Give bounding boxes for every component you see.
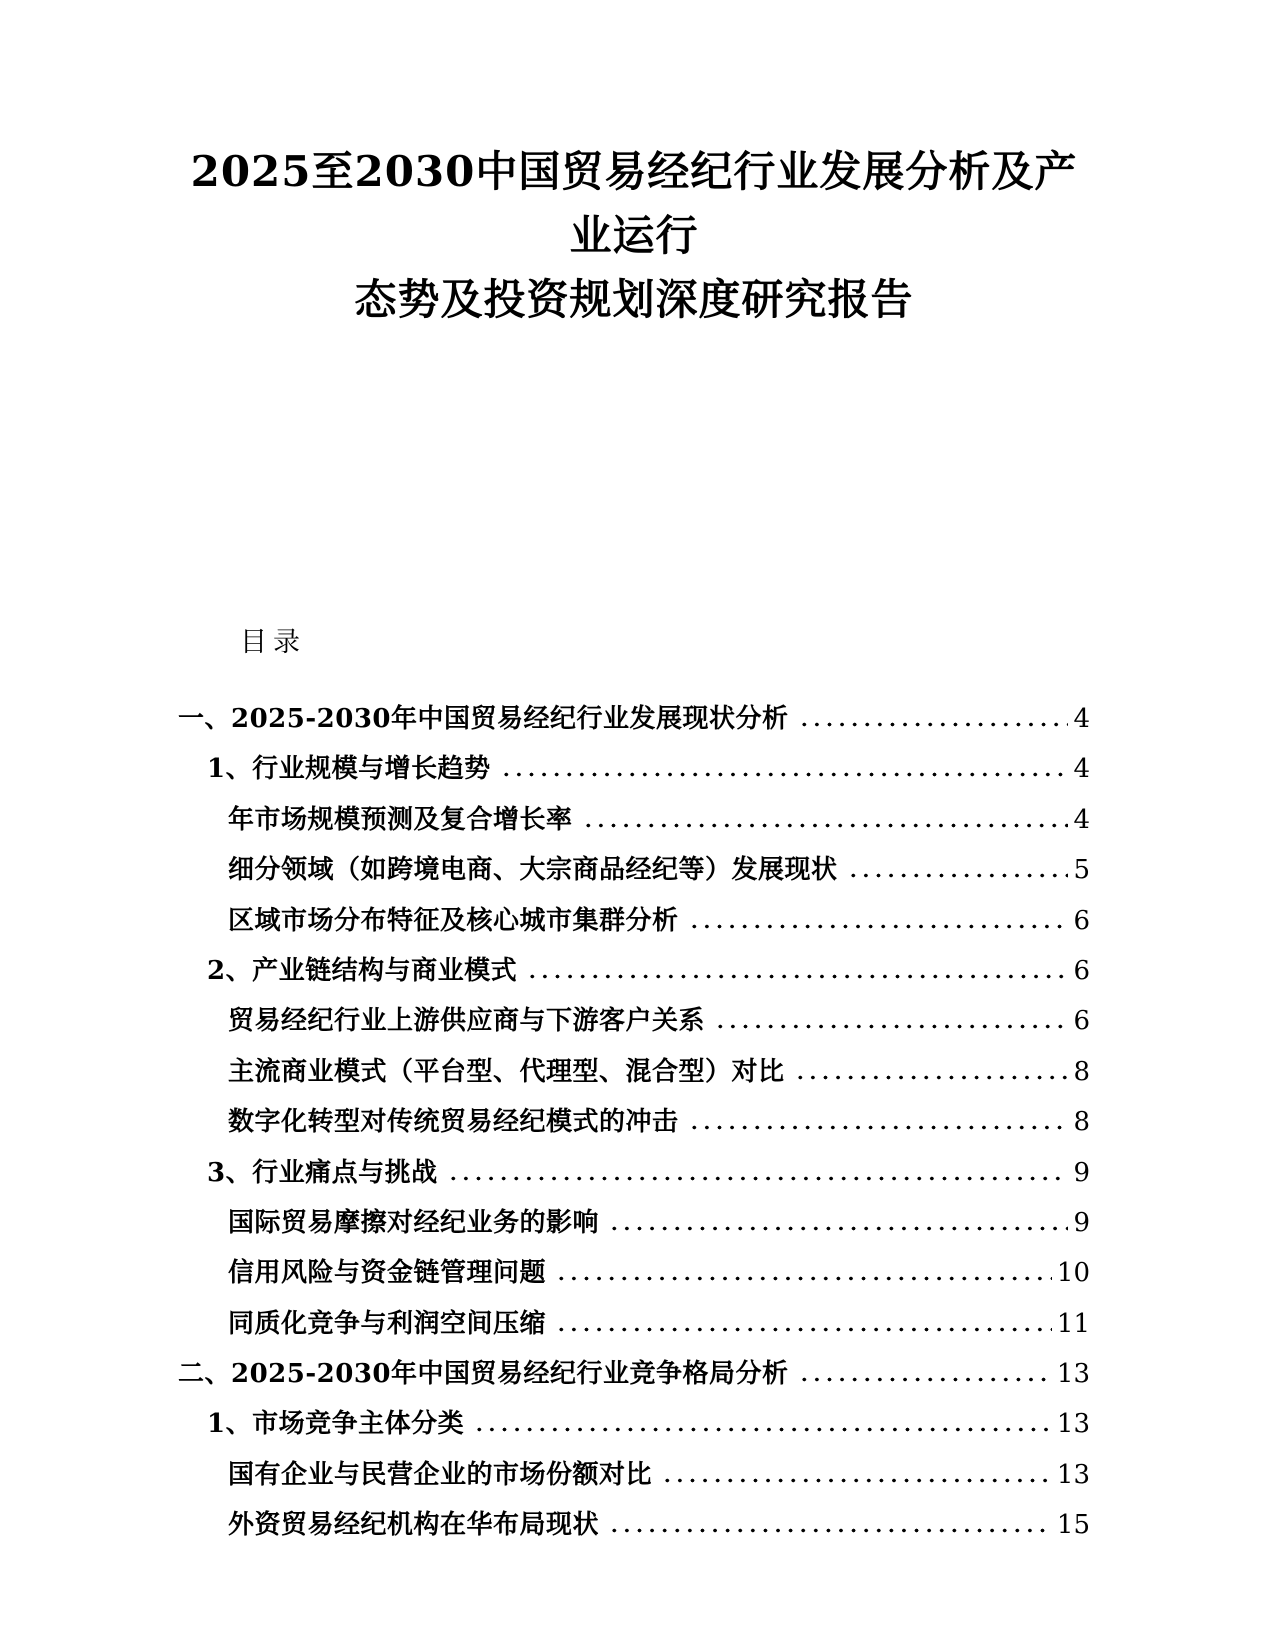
toc-leader-dots: [845, 847, 1069, 878]
toc-entry[interactable]: [178, 1047, 1090, 1097]
toc-page-number: 13: [1056, 1359, 1090, 1390]
toc-leader-dots: [471, 1401, 1052, 1432]
toc-page-number: 5: [1073, 855, 1090, 886]
toc-page-number: 15: [1056, 1510, 1090, 1541]
toc-leader-dots: [686, 898, 1069, 929]
toc-entry[interactable]: [178, 694, 1090, 744]
toc-entry[interactable]: [178, 1399, 1090, 1449]
toc-entry[interactable]: [178, 1198, 1090, 1248]
toc-entry[interactable]: [178, 845, 1090, 895]
toc-entry-label: 2、产业链结构与商业模式: [207, 955, 518, 986]
toc-leader-dots: [796, 696, 1069, 727]
toc-leader-dots: [796, 1351, 1052, 1382]
toc-page-number: 6: [1073, 1006, 1090, 1037]
toc-page-number: 13: [1056, 1459, 1090, 1490]
toc-entry-label: 1、市场竞争主体分类: [207, 1409, 465, 1440]
toc-entry-label: 国有企业与民营企业的市场份额对比: [228, 1459, 653, 1490]
toc-leader-dots: [498, 746, 1069, 777]
toc-page-number: 4: [1073, 754, 1090, 785]
toc-entry-label: 二、2025-2030年中国贸易经纪行业竞争格局分析: [178, 1359, 789, 1390]
toc-entry[interactable]: [178, 1450, 1090, 1500]
toc-leader-dots: [524, 948, 1068, 979]
toc-entry[interactable]: [178, 1349, 1090, 1399]
toc-entry[interactable]: [178, 896, 1090, 946]
document-title: [178, 140, 1090, 332]
toc-entry-label: 国际贸易摩擦对经纪业务的影响: [228, 1207, 600, 1238]
toc-page-number: 6: [1073, 905, 1090, 936]
document-title-line1: 2025至2030中国贸易经纪行业发展分析及产业运行: [190, 147, 1078, 260]
toc-entry[interactable]: [178, 744, 1090, 794]
toc-entry-label: 1、行业规模与增长趋势: [207, 754, 491, 785]
toc-leader-dots: [580, 797, 1069, 828]
toc-entry[interactable]: [178, 1248, 1090, 1298]
toc-entry[interactable]: [178, 1299, 1090, 1349]
toc-list: [178, 694, 1090, 1551]
toc-leader-dots: [553, 1301, 1052, 1332]
toc-page-number: 9: [1073, 1157, 1090, 1188]
toc-page-number: 11: [1056, 1308, 1090, 1339]
toc-entry-label: 一、2025-2030年中国贸易经纪行业发展现状分析: [178, 704, 789, 734]
toc-entry[interactable]: [178, 1097, 1090, 1147]
toc-page-number: 4: [1073, 704, 1090, 734]
toc-page-number: 8: [1073, 1056, 1090, 1087]
toc-leader-dots: [792, 1049, 1069, 1080]
toc-page-number: 4: [1073, 804, 1090, 835]
toc-leader-dots: [606, 1200, 1068, 1231]
toc-entry-label: 年市场规模预测及复合增长率: [228, 804, 573, 835]
toc-entry-label: 3、行业痛点与挑战: [207, 1157, 438, 1188]
toc-leader-dots: [445, 1150, 1069, 1181]
toc-leader-dots: [686, 1099, 1069, 1130]
toc-leader-dots: [659, 1452, 1052, 1483]
toc-leader-dots: [712, 998, 1068, 1029]
toc-entry[interactable]: [178, 946, 1090, 996]
toc-entry[interactable]: [178, 1148, 1090, 1198]
toc-entry-label: 区域市场分布特征及核心城市集群分析: [228, 905, 679, 936]
toc-entry-label: 外资贸易经纪机构在华布局现状: [228, 1510, 600, 1541]
toc-page-number: 13: [1056, 1409, 1090, 1440]
toc-leader-dots: [606, 1502, 1052, 1533]
toc-entry-label: 贸易经纪行业上游供应商与下游客户关系: [228, 1006, 706, 1037]
document-title-line2: 态势及投资规划深度研究报告: [354, 275, 914, 324]
toc-page-number: 6: [1073, 955, 1090, 986]
toc-entry-label: 信用风险与资金链管理问题: [228, 1258, 547, 1289]
toc-entry[interactable]: [178, 1500, 1090, 1550]
toc-entry-label: 数字化转型对传统贸易经纪模式的冲击: [228, 1107, 679, 1138]
toc-page-number: 8: [1073, 1107, 1090, 1138]
toc-heading: 目录: [240, 627, 306, 658]
toc-entry-label: 细分领域（如跨境电商、大宗商品经纪等）发展现状: [228, 855, 838, 886]
toc-entry-label: 同质化竞争与利润空间压缩: [228, 1308, 547, 1339]
toc-page-number: 9: [1073, 1207, 1090, 1238]
toc-entry[interactable]: [178, 996, 1090, 1046]
toc-entry-label: 主流商业模式（平台型、代理型、混合型）对比: [228, 1056, 785, 1087]
toc-page-number: 10: [1056, 1258, 1090, 1289]
toc-entry[interactable]: [178, 795, 1090, 845]
toc-leader-dots: [553, 1250, 1052, 1281]
